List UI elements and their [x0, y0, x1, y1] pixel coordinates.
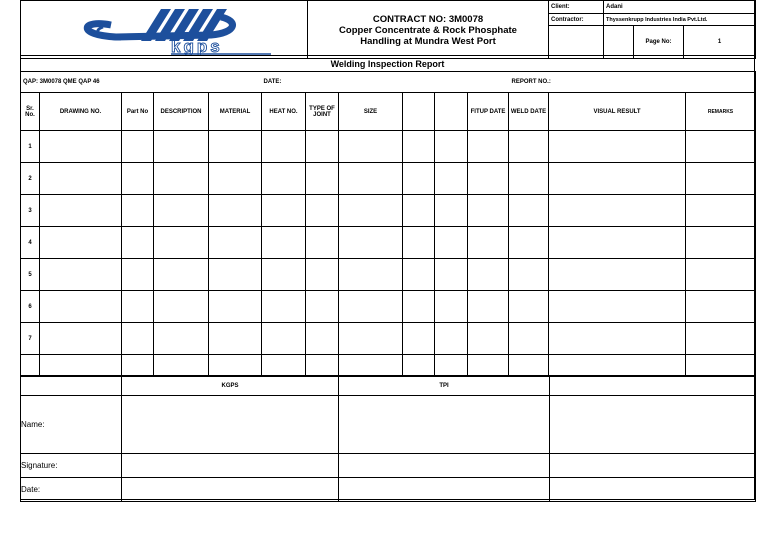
table-cell[interactable] — [549, 355, 686, 377]
table-cell[interactable] — [209, 227, 262, 259]
date-label: DATE: — [262, 72, 510, 93]
kgps-name-field[interactable] — [122, 396, 339, 454]
table-cell[interactable] — [435, 355, 468, 377]
table-cell[interactable] — [509, 131, 549, 163]
table-cell[interactable] — [40, 227, 122, 259]
table-cell[interactable] — [21, 355, 40, 377]
inspection-table — [20, 92, 756, 377]
table-cell[interactable] — [435, 195, 468, 227]
table-cell[interactable] — [435, 131, 468, 163]
table-cell[interactable] — [262, 227, 306, 259]
table-cell[interactable] — [435, 323, 468, 355]
table-cell[interactable] — [509, 323, 549, 355]
table-cell[interactable] — [403, 355, 435, 377]
table-cell[interactable] — [122, 227, 154, 259]
table-cell[interactable] — [468, 163, 509, 195]
col-fitup-date: FITUP DATE — [468, 93, 509, 131]
table-cell[interactable] — [40, 195, 122, 227]
table-cell[interactable] — [262, 291, 306, 323]
table-cell[interactable] — [468, 195, 509, 227]
contract-title — [308, 1, 549, 59]
table-row — [21, 323, 756, 355]
col-type-of-joint: TYPE OF JOINT — [306, 93, 339, 131]
table-cell[interactable] — [403, 227, 435, 259]
logo-text: kgps — [171, 37, 223, 56]
table-cell[interactable] — [468, 227, 509, 259]
table-cell[interactable] — [209, 291, 262, 323]
col-size: SIZE — [339, 93, 403, 131]
table-cell[interactable] — [262, 195, 306, 227]
table-cell[interactable] — [306, 355, 339, 377]
table-cell[interactable] — [403, 163, 435, 195]
row-number: 5 — [21, 259, 40, 291]
table-cell[interactable] — [339, 163, 403, 195]
contract-number: CONTRACT NO: 3M0078 — [372, 14, 484, 25]
row-number: 4 — [21, 227, 40, 259]
table-cell[interactable] — [435, 291, 468, 323]
report-title: Welding Inspection Report — [21, 56, 755, 72]
info-table — [20, 71, 756, 93]
table-row — [21, 259, 756, 291]
column-header-row — [21, 93, 756, 131]
tpi-date-field[interactable] — [339, 478, 550, 502]
table-cell[interactable] — [40, 259, 122, 291]
table-cell[interactable] — [509, 259, 549, 291]
page-number-label: Page No: — [634, 26, 684, 59]
table-cell[interactable] — [403, 195, 435, 227]
table-cell[interactable] — [468, 291, 509, 323]
contractor-label: Contractor: — [549, 14, 604, 26]
table-cell[interactable] — [686, 227, 756, 259]
name-label: Name: — [21, 396, 122, 454]
table-cell[interactable] — [262, 163, 306, 195]
table-cell[interactable] — [154, 131, 209, 163]
table-cell[interactable] — [435, 259, 468, 291]
table-cell[interactable] — [122, 355, 154, 377]
table-row — [21, 355, 756, 377]
table-cell[interactable] — [154, 259, 209, 291]
report-number-label: REPORT NO.: — [510, 72, 756, 93]
table-cell[interactable] — [154, 227, 209, 259]
row-number: 1 — [21, 131, 40, 163]
row-number: 2 — [21, 163, 40, 195]
table-cell[interactable] — [549, 131, 686, 163]
table-cell[interactable] — [40, 323, 122, 355]
table-row — [21, 291, 756, 323]
table-cell[interactable] — [468, 259, 509, 291]
col-blank-1 — [403, 93, 435, 131]
table-cell[interactable] — [306, 291, 339, 323]
table-cell[interactable] — [154, 291, 209, 323]
col-description: DESCRIPTION — [154, 93, 209, 131]
table-row — [21, 163, 756, 195]
table-body — [21, 131, 756, 377]
header-table — [20, 0, 756, 59]
table-cell[interactable] — [40, 291, 122, 323]
table-cell[interactable] — [403, 323, 435, 355]
table-cell[interactable] — [549, 323, 686, 355]
qap-reference: QAP: 3M0078 QME QAP 46 — [21, 72, 262, 93]
contractor-value: Thyssenkrupp Industries India Pvt.Ltd. — [604, 14, 756, 26]
table-cell[interactable] — [122, 163, 154, 195]
tpi-name-field[interactable] — [339, 396, 550, 454]
signature-label: Signature: — [21, 454, 122, 478]
table-cell[interactable] — [468, 131, 509, 163]
signoff-table — [20, 375, 756, 502]
col-material: MATERIAL — [209, 93, 262, 131]
table-cell[interactable] — [209, 195, 262, 227]
table-cell[interactable] — [209, 323, 262, 355]
page-number-value: 1 — [684, 26, 756, 59]
company-logo — [21, 1, 308, 59]
col-drawing-no: DRAWING NO. — [40, 93, 122, 131]
table-cell[interactable] — [122, 291, 154, 323]
table-cell[interactable] — [403, 259, 435, 291]
kgps-label: KGPS — [122, 376, 339, 396]
table-cell[interactable] — [549, 195, 686, 227]
table-cell[interactable] — [339, 323, 403, 355]
col-heat-no: HEAT NO. — [262, 93, 306, 131]
table-cell[interactable] — [686, 195, 756, 227]
table-cell[interactable] — [262, 355, 306, 377]
kgps-logo-icon — [21, 1, 308, 56]
table-cell[interactable] — [306, 163, 339, 195]
table-cell[interactable] — [339, 195, 403, 227]
table-cell[interactable] — [435, 163, 468, 195]
table-cell[interactable] — [339, 131, 403, 163]
tpi-signature-field[interactable] — [339, 454, 550, 478]
table-row — [21, 227, 756, 259]
table-cell[interactable] — [686, 259, 756, 291]
table-cell[interactable] — [509, 227, 549, 259]
table-row — [21, 195, 756, 227]
table-cell[interactable] — [262, 259, 306, 291]
table-cell[interactable] — [154, 355, 209, 377]
table-cell[interactable] — [122, 323, 154, 355]
table-cell[interactable] — [549, 259, 686, 291]
table-cell[interactable] — [468, 355, 509, 377]
col-remarks: REMARKS — [686, 93, 756, 131]
client-label: Client: — [549, 1, 604, 14]
table-cell[interactable] — [686, 291, 756, 323]
table-cell[interactable] — [262, 131, 306, 163]
table-cell[interactable] — [509, 163, 549, 195]
table-cell[interactable] — [209, 259, 262, 291]
table-cell[interactable] — [686, 323, 756, 355]
table-cell[interactable] — [339, 259, 403, 291]
table-cell[interactable] — [339, 291, 403, 323]
kgps-date-field[interactable] — [122, 478, 339, 502]
col-part-no: Part No — [122, 93, 154, 131]
table-cell[interactable] — [403, 131, 435, 163]
table-cell[interactable] — [122, 131, 154, 163]
title-table — [20, 55, 755, 72]
table-cell[interactable] — [686, 355, 756, 377]
table-cell[interactable] — [549, 291, 686, 323]
table-row — [21, 131, 756, 163]
table-cell[interactable] — [549, 163, 686, 195]
col-blank-2 — [435, 93, 468, 131]
col-sr-no: Sr. No. — [21, 93, 40, 131]
kgps-signature-field[interactable] — [122, 454, 339, 478]
table-cell[interactable] — [306, 259, 339, 291]
row-number: 3 — [21, 195, 40, 227]
date-sign-label: Date: — [21, 478, 122, 502]
table-cell[interactable] — [435, 227, 468, 259]
project-line-2: Handling at Mundra West Port — [360, 36, 496, 47]
table-cell[interactable] — [154, 323, 209, 355]
row-number: 7 — [21, 323, 40, 355]
table-cell[interactable] — [122, 195, 154, 227]
table-cell[interactable] — [306, 323, 339, 355]
table-cell[interactable] — [509, 195, 549, 227]
project-line-1: Copper Concentrate & Rock Phosphate — [339, 25, 517, 36]
table-cell[interactable] — [403, 291, 435, 323]
table-cell[interactable] — [686, 131, 756, 163]
table-cell[interactable] — [306, 195, 339, 227]
col-weld-date: WELD DATE — [509, 93, 549, 131]
table-cell[interactable] — [339, 227, 403, 259]
inspection-report-form — [20, 0, 755, 500]
table-cell[interactable] — [209, 131, 262, 163]
table-cell[interactable] — [40, 131, 122, 163]
table-cell[interactable] — [306, 227, 339, 259]
tpi-label: TPI — [339, 376, 550, 396]
table-cell[interactable] — [154, 195, 209, 227]
table-cell[interactable] — [339, 355, 403, 377]
table-cell[interactable] — [306, 131, 339, 163]
row-number: 6 — [21, 291, 40, 323]
table-cell[interactable] — [262, 323, 306, 355]
table-cell[interactable] — [154, 163, 209, 195]
client-value: Adani — [604, 1, 756, 14]
col-visual-result: VISUAL RESULT — [549, 93, 686, 131]
table-cell[interactable] — [468, 323, 509, 355]
table-cell[interactable] — [209, 355, 262, 377]
table-cell[interactable] — [549, 227, 686, 259]
table-cell[interactable] — [40, 163, 122, 195]
table-cell[interactable] — [509, 291, 549, 323]
table-cell[interactable] — [686, 163, 756, 195]
table-cell[interactable] — [122, 259, 154, 291]
table-cell[interactable] — [209, 163, 262, 195]
table-cell[interactable] — [40, 355, 122, 377]
table-cell[interactable] — [509, 355, 549, 377]
